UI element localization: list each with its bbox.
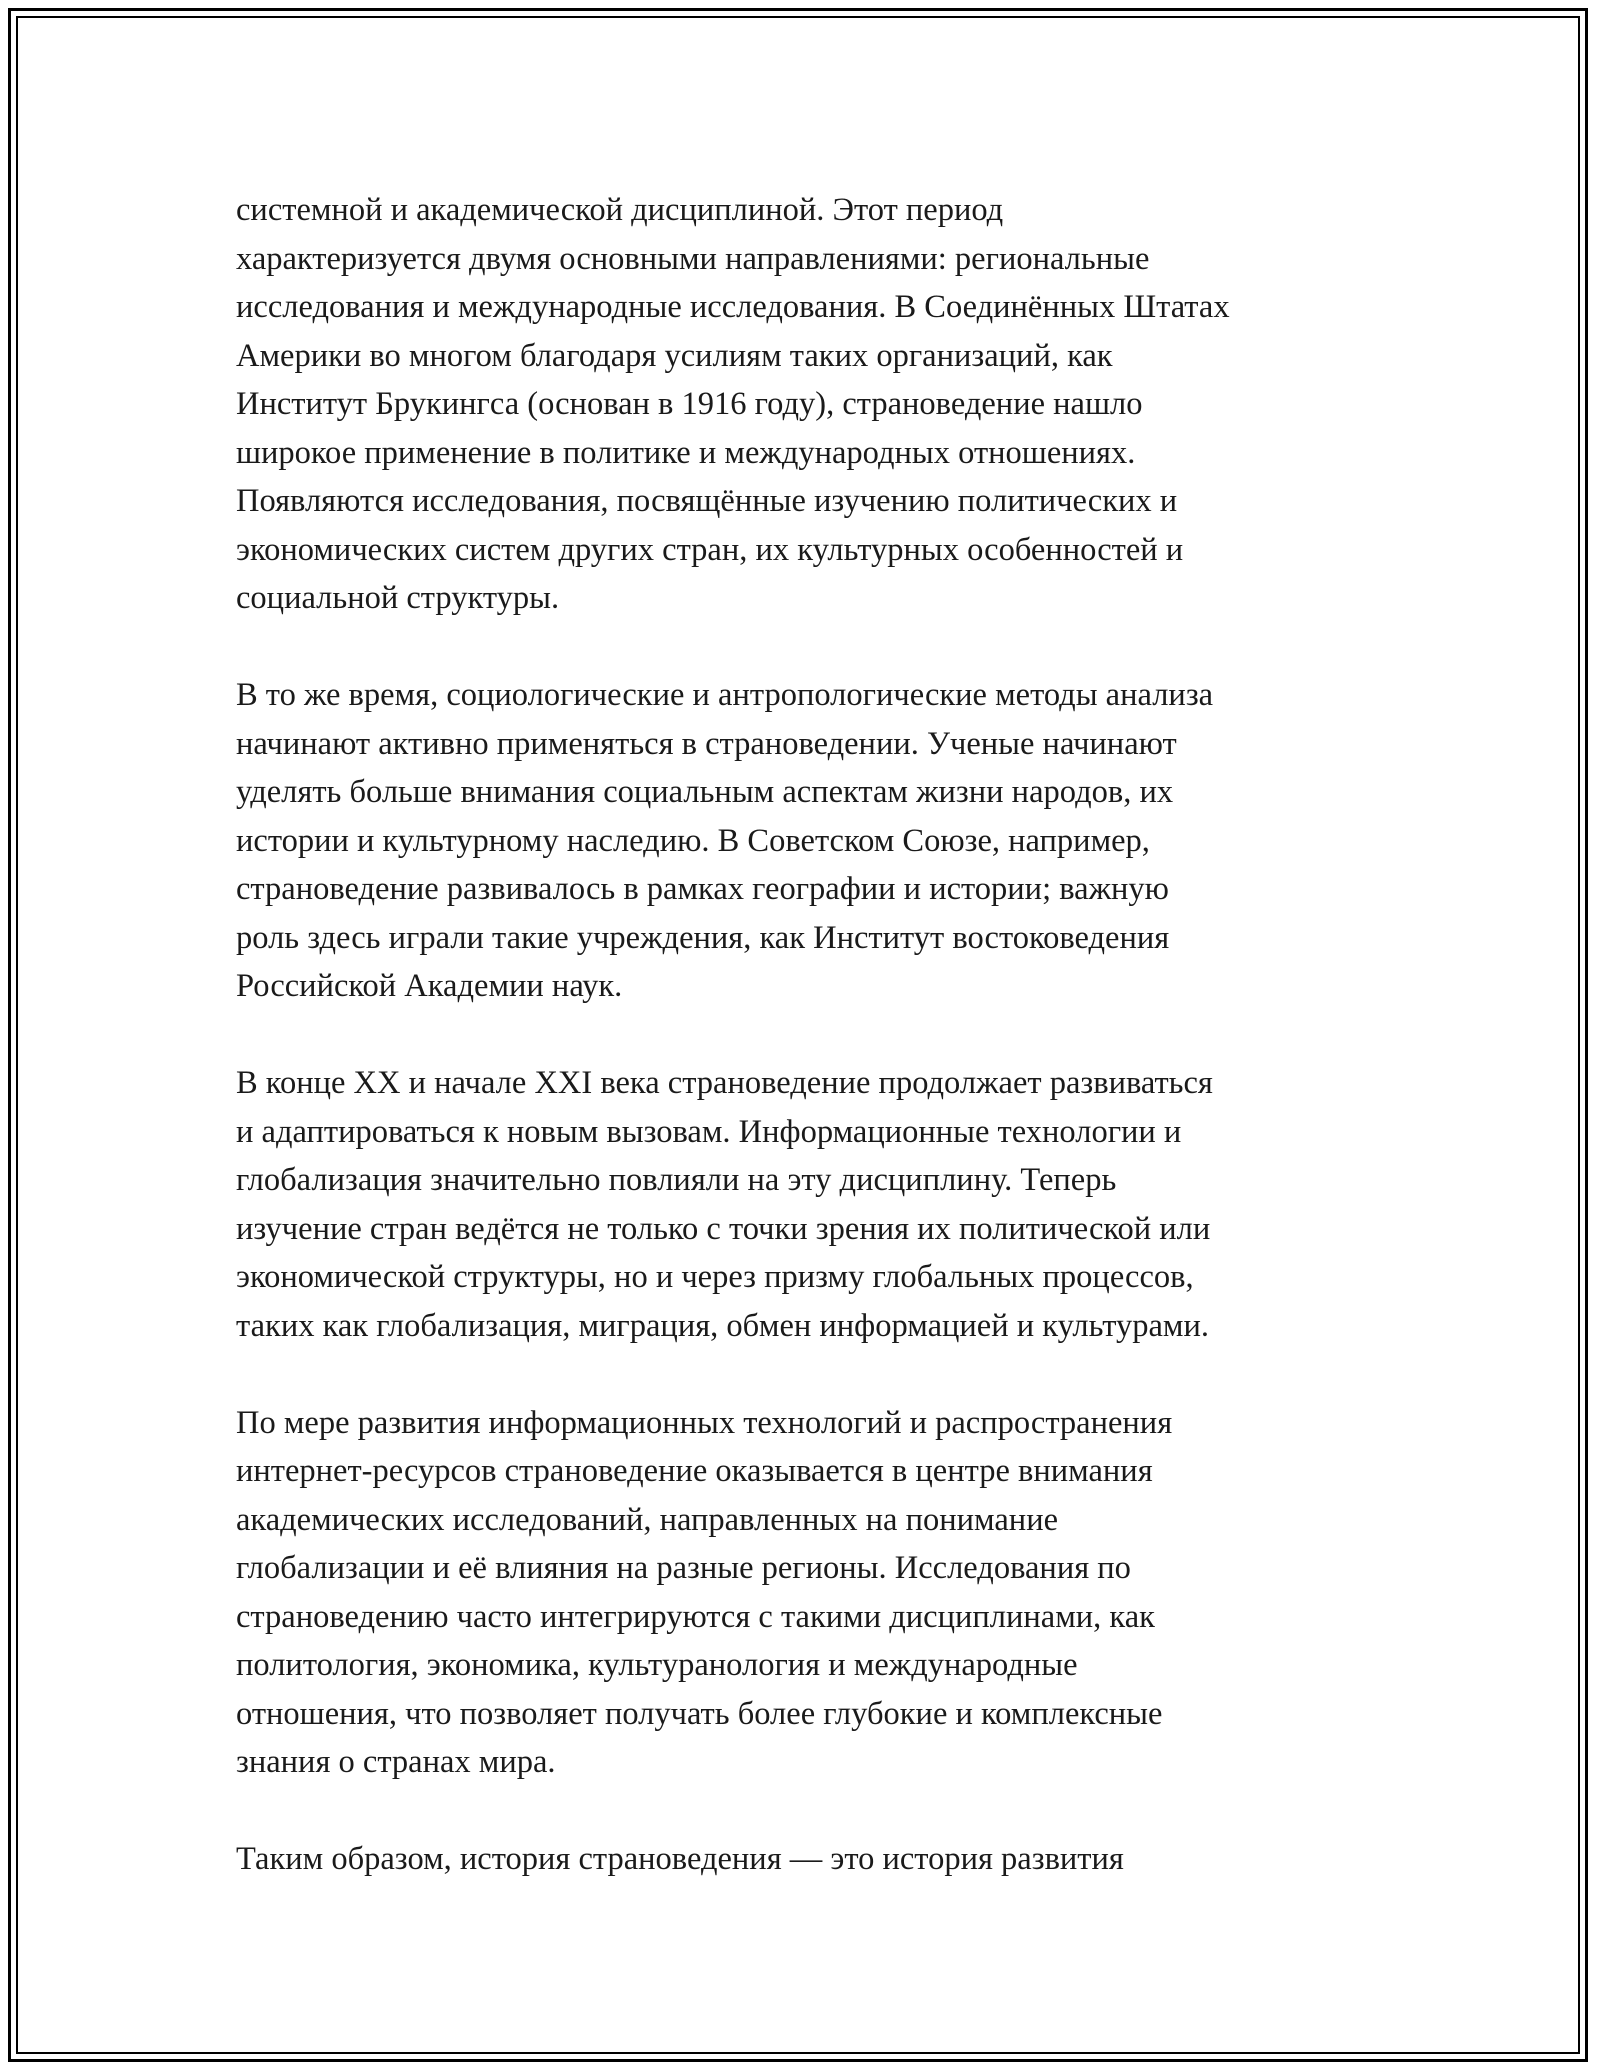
document-body (236, 186, 1386, 1884)
paragraph-1: системной и академической дисциплиной. Этот период характеризуется двумя основными направлениями: региональные исследования и международные исследования. В Соединённых Штатах Америки во многом благодаря усилиям таких организаций, как Институт Брукингса (основан в 1916 году), страноведение нашло широкое применение в политике и международных отношениях. Появляются исследования, посвящённые изучению политических и экономических систем других стран, их культурных особенностей и социальной структуры. (236, 192, 1230, 616)
paragraph-5: Таким образом, история страноведения — это история развития (236, 1841, 1124, 1877)
paragraph-2: В то же время, социологические и антропологические методы анализа начинают активно применяться в страноведении. Ученые начинают уделять больше внимания социальным аспектам жизни народов, их истории и культурному наследию. В Советском Союзе, например, страноведение развивалось в рамках географии и истории; важную роль здесь играли такие учреждения, как Институт востоковедения Российской Академии наук. (236, 677, 1214, 1004)
paragraph-4: По мере развития информационных технологий и распространения интернет-ресурсов страноведение оказывается в центре внимания академических исследований, направленных на понимание глобализации и её влияния на разные регионы. Исследования по страноведению часто интегрируются с такими дисциплинами, как политология, экономика, культуранология и международные отношения, что позволяет получать более глубокие и комплексные знания о странах мира. (236, 1404, 1173, 1780)
paragraph-3: В конце XX и начале XXI века страноведение продолжает развиваться и адаптироваться к новым вызовам. Информационные технологии и глобализация значительно повлияли на эту дисциплину. Теперь изучение стран ведётся не только с точки зрения их политической или экономической структуры, но и через призму глобальных процессов, таких как глобализация, миграция, обмен информацией и культурами. (236, 1065, 1213, 1344)
